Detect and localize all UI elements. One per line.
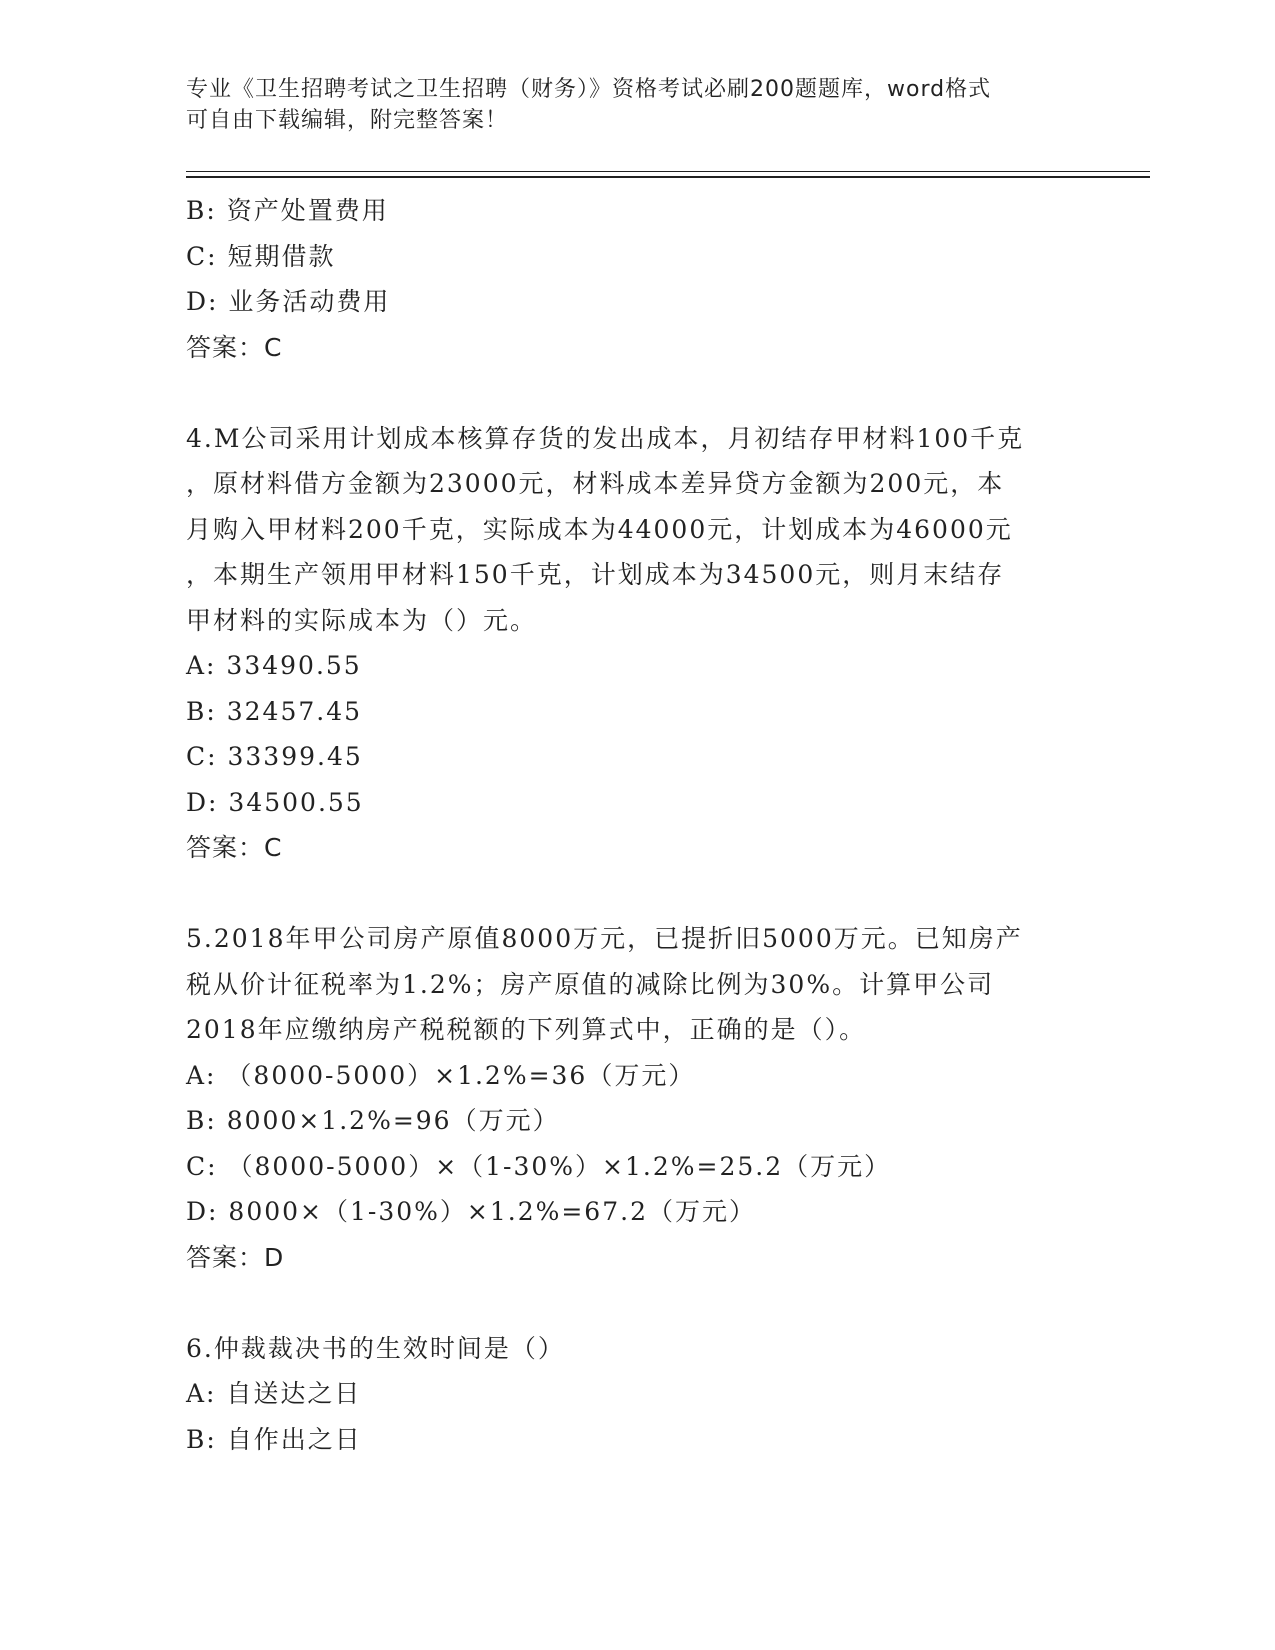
question-stem-line: 甲材料的实际成本为（）元。	[186, 605, 538, 635]
option-d: D: 8000×（1-30%）×1.2%=67.2（万元）	[186, 1197, 756, 1226]
spacer	[186, 871, 1086, 917]
question-stem-line: 6.仲裁裁决书的生效时间是（）	[186, 1333, 565, 1363]
header-line-2: 可自由下载编辑，附完整答案！	[186, 108, 509, 133]
question-content	[186, 188, 1086, 1462]
option-d: D: 34500.55	[186, 787, 364, 817]
spacer	[186, 370, 1086, 416]
option-c: C: （8000-5000）×（1-30%）×1.2%=25.2（万元）	[186, 1151, 892, 1181]
option-b: B: 32457.45	[186, 696, 363, 726]
question-6-block	[186, 1326, 1086, 1463]
option-b: B: 8000×1.2%=96（万元）	[186, 1106, 560, 1135]
option-a: A: 33490.55	[186, 651, 362, 680]
question-stem-line: 5.2018年甲公司房产原值8000万元，已提折旧5000万元。已知房产	[186, 924, 1023, 953]
question-stem-line: ，原材料借方金额为23000元，材料成本差异贷方金额为200元，本	[186, 469, 1005, 498]
answer-line: 答案：D	[186, 1242, 285, 1272]
question-5-block	[186, 916, 1086, 1280]
question-4-block	[186, 416, 1086, 871]
option-a: A: （8000-5000）×1.2%=36（万元）	[186, 1060, 696, 1090]
question-3-block	[186, 188, 1086, 370]
question-stem-line: 2018年应缴纳房产税税额的下列算式中，正确的是（）。	[186, 1015, 867, 1044]
option-c: C: 33399.45	[186, 742, 363, 771]
answer-line: 答案：C	[186, 332, 283, 362]
document-header	[186, 74, 1066, 136]
question-stem-line: 4.M公司采用计划成本核算存货的发出成本，月初结存甲材料100千克	[186, 423, 1025, 453]
answer-line: 答案：C	[186, 833, 283, 862]
option-b: B: 自作出之日	[186, 1424, 362, 1454]
header-rule-thick	[186, 176, 1150, 178]
spacer	[186, 1280, 1086, 1326]
question-stem-line: 税从价计征税率为1.2%；房产原值的减除比例为30%。计算甲公司	[186, 969, 995, 999]
header-rule-thin	[186, 171, 1150, 172]
question-stem-line: 月购入甲材料200千克，实际成本为44000元，计划成本为46000元	[186, 514, 1013, 544]
option-a: A: 自送达之日	[186, 1379, 362, 1408]
question-stem-line: ，本期生产领用甲材料150千克，计划成本为34500元，则月末结存	[186, 560, 1005, 589]
option-d: D: 业务活动费用	[186, 287, 391, 316]
option-b: B: 资产处置费用	[186, 196, 389, 225]
option-c: C: 短期借款	[186, 241, 336, 271]
header-line-1: 专业《卫生招聘考试之卫生招聘（财务）》资格考试必刷200题题库，word格式	[186, 77, 992, 102]
